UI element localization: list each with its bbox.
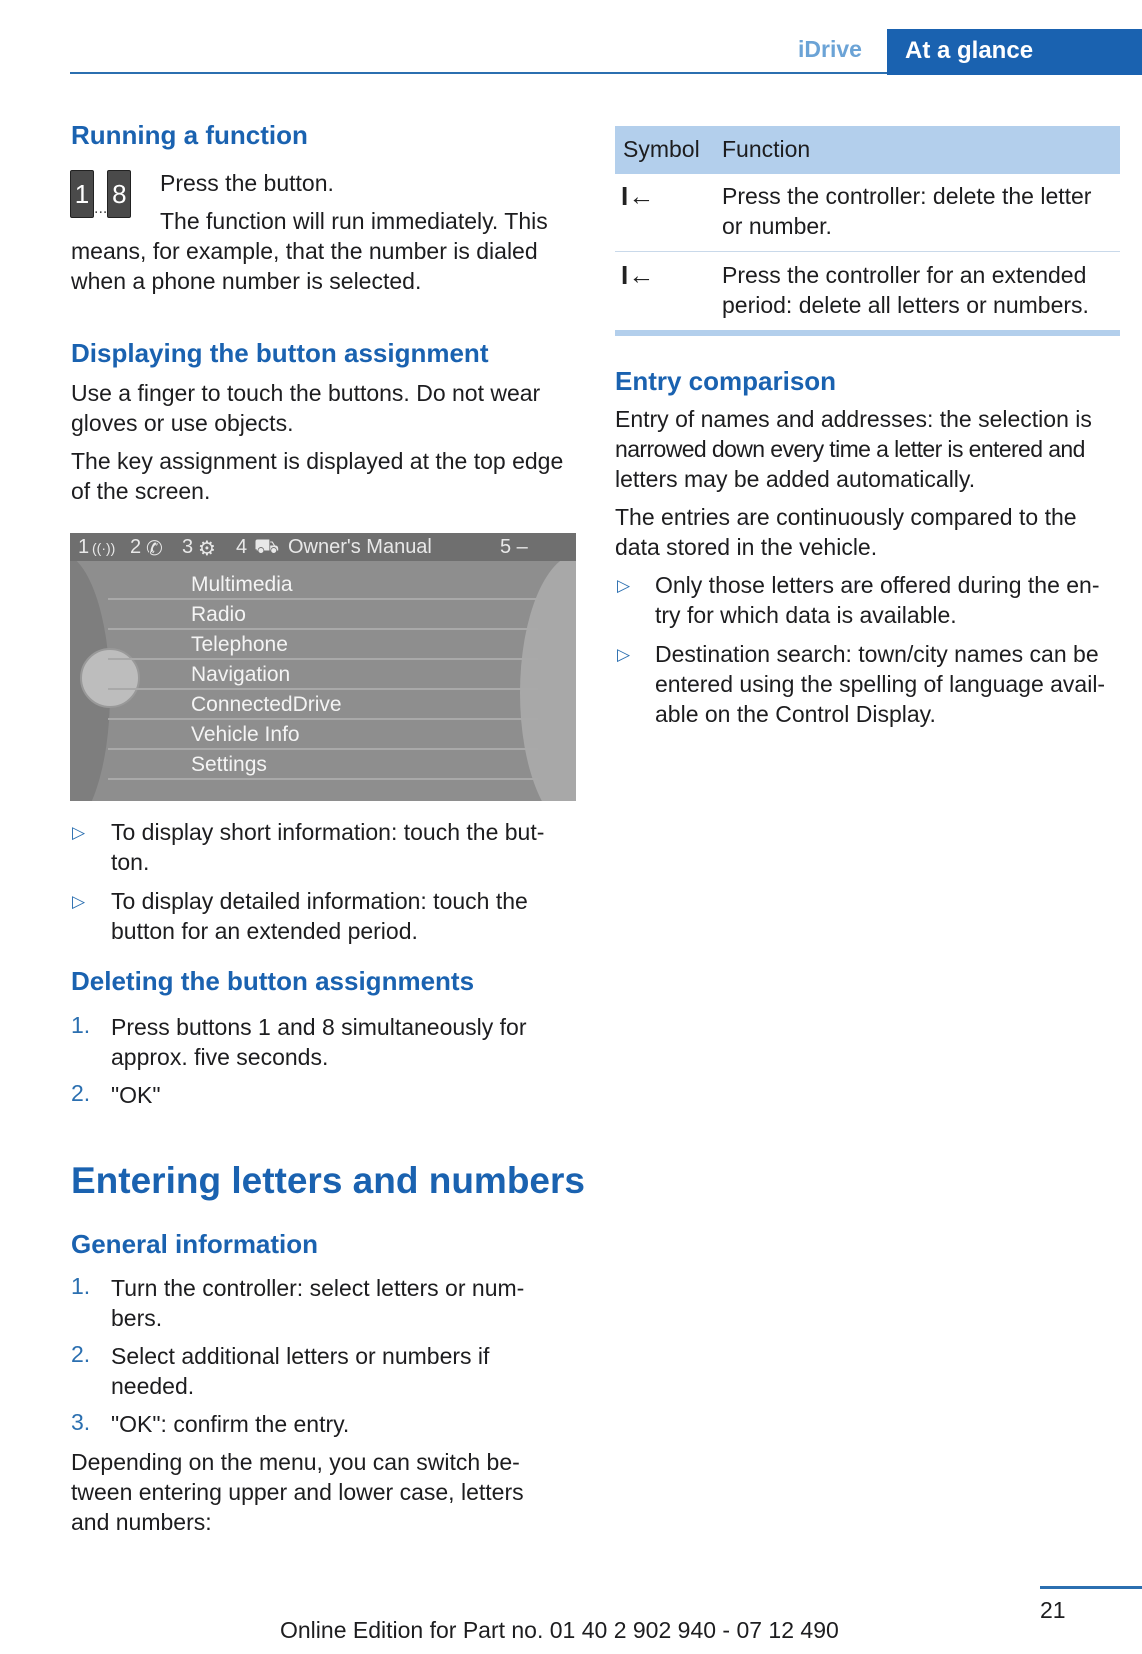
table-header [615, 126, 1120, 174]
menu-item-settings: Settings [191, 753, 267, 776]
heading-deleting-button-assignments: Deleting the button assignments [71, 966, 475, 996]
table-row-2a: Press the controller for an extended [722, 262, 1087, 288]
bullet-triangle-icon: ▷ [617, 576, 631, 595]
gear-icon: ⚙ [198, 538, 216, 560]
car-icon: ⛟ [254, 536, 280, 558]
preset-3: 3 [182, 536, 194, 558]
preset-4-label: Owner's Manual [288, 536, 432, 558]
deleting-step-1a: Press buttons 1 and 8 simultaneously for [111, 1014, 527, 1040]
displaying-p2b: of the screen. [71, 478, 211, 504]
entry-bullet-1b: try for which data is available. [655, 602, 957, 628]
bullet-triangle-icon: ▷ [617, 645, 631, 664]
table-row-2b: period: delete all letters or numbers. [722, 292, 1089, 318]
deleting-step-1b: approx. five seconds. [111, 1044, 329, 1070]
preset-2: 2 [130, 536, 142, 558]
button-1-8-icon [70, 170, 131, 218]
displaying-p2a: The key assignment is displayed at the top edge [71, 448, 564, 474]
step-number: 1. [71, 1273, 91, 1299]
displaying-bullet-2b: button for an extended period. [111, 918, 418, 944]
entering-step-1b: bers. [111, 1305, 163, 1331]
entry-bullet-2c: able on the Control Display. [655, 701, 936, 727]
entering-step-3: "OK": confirm the entry. [111, 1411, 350, 1437]
dots-icon: ... [94, 200, 108, 217]
table-row-1a: Press the controller: delete the letter [722, 183, 1092, 209]
entry-bullet-2a: Destination search: town/city names can be [655, 641, 1099, 667]
preset-4: 4 [236, 536, 248, 558]
delete-arrow-icon: I← [621, 181, 655, 211]
menu-divider [108, 748, 538, 750]
step-number: 3. [71, 1409, 91, 1435]
screen-arc-right [520, 553, 576, 801]
menu-divider [108, 718, 538, 720]
menu-divider [108, 778, 538, 780]
button-1-icon: 1 [70, 170, 94, 218]
delete-arrow-icon: I← [621, 260, 655, 290]
running-text-2: The function will run immediately. This [160, 208, 548, 234]
step-number: 1. [71, 1012, 91, 1038]
deleting-step-2: "OK" [111, 1082, 161, 1108]
heading-general-information: General information [71, 1229, 319, 1259]
displaying-bullet-1b: ton. [111, 849, 150, 875]
menu-item-navigation: Navigation [191, 663, 291, 686]
running-text-1: Press the button. [160, 170, 334, 196]
displaying-bullet-2a: To display detailed information: touch the [111, 888, 528, 914]
entry-p1c: letters may be added automatically. [615, 466, 976, 492]
menu-item-telephone: Telephone [191, 633, 288, 656]
button-8-icon: 8 [107, 170, 131, 218]
heading-entry-comparison: Entry comparison [615, 366, 837, 396]
entry-bullet-2b: entered using the spelling of language avail- [655, 671, 1106, 697]
preset-1: 1 [78, 536, 90, 558]
menu-item-connecteddrive: ConnectedDrive [191, 693, 342, 716]
entry-p1a: Entry of names and addresses: the selection is [615, 406, 1092, 432]
menu-divider [108, 628, 538, 630]
bullet-triangle-icon: ▷ [72, 823, 86, 842]
bullet-triangle-icon: ▷ [72, 892, 86, 911]
menu-divider [108, 688, 538, 690]
heading-entering-letters-and-numbers: Entering letters and numbers [71, 1160, 585, 1201]
entering-step-1a: Turn the controller: select letters or num- [111, 1275, 525, 1301]
menu-item-radio: Radio [191, 603, 246, 626]
menu-item-vehicle-info: Vehicle Info [191, 723, 300, 746]
menu-item-multimedia: Multimedia [191, 573, 293, 596]
header-tab-label: At a glance [905, 37, 1034, 64]
step-number: 2. [71, 1080, 91, 1106]
entering-p2: tween entering upper and lower case, letters [71, 1479, 524, 1505]
displaying-p1b: gloves or use objects. [71, 410, 294, 436]
radio-wave-icon: ((·)) [92, 540, 116, 556]
table-row-1b: or number. [722, 213, 832, 239]
control-display-screenshot [70, 533, 576, 801]
displaying-bullet-1a: To display short information: touch the but- [111, 819, 545, 845]
displaying-p1a: Use a finger to touch the buttons. Do not wear [71, 380, 541, 406]
table-header-symbol: Symbol [623, 136, 700, 162]
entry-bullet-1a: Only those letters are offered during the en- [655, 572, 1100, 598]
phone-icon: ✆ [146, 538, 163, 560]
header-tab-at-a-glance[interactable] [887, 29, 1142, 75]
table-header-function: Function [722, 136, 811, 162]
page-number: 21 [1040, 1597, 1066, 1623]
heading-displaying-button-assignment: Displaying the button assignment [71, 338, 489, 368]
footer-edition-text: Online Edition for Part no. 01 40 2 902 940 - 07 12 490 [280, 1617, 839, 1643]
entry-p2a: The entries are continuously compared to the [615, 504, 1077, 530]
running-text-3: means, for example, that the number is dialed [71, 238, 538, 264]
header-section-label[interactable]: iDrive [798, 36, 862, 62]
menu-divider [108, 598, 538, 600]
table-row-divider [615, 251, 1120, 252]
preset-5: 5 – [500, 536, 528, 558]
heading-running-a-function: Running a function [71, 120, 308, 150]
entering-step-2a: Select additional letters or numbers if [111, 1343, 490, 1369]
step-number: 2. [71, 1341, 91, 1367]
menu-divider [108, 658, 538, 660]
running-text-4: when a phone number is selected. [71, 268, 422, 294]
controller-knob-icon [80, 648, 140, 708]
footer-rule [1040, 1586, 1142, 1589]
table-bottom-rule [615, 330, 1120, 336]
entering-p3: and numbers: [71, 1509, 212, 1535]
entry-p2b: data stored in the vehicle. [615, 534, 878, 560]
entry-p1b: narrowed down every time a letter is entered and [615, 436, 1085, 462]
entering-p1: Depending on the menu, you can switch be- [71, 1449, 520, 1475]
entering-step-2b: needed. [111, 1373, 195, 1399]
